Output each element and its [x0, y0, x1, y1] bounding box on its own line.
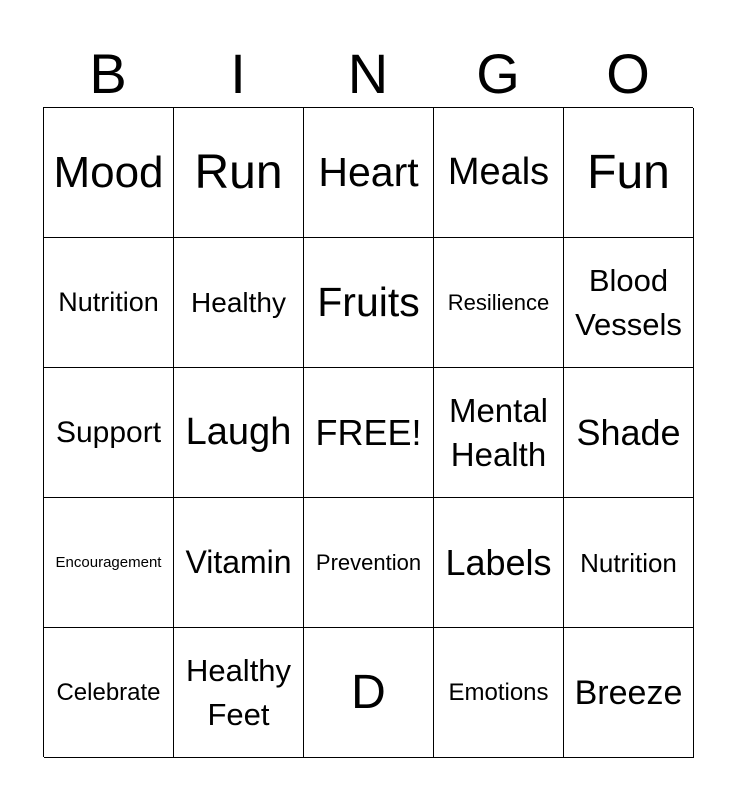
bingo-cell[interactable]	[174, 628, 304, 758]
cell-text: Mood	[53, 147, 164, 197]
bingo-cell[interactable]	[434, 238, 564, 368]
bingo-cell[interactable]	[434, 108, 564, 238]
bingo-cell[interactable]	[174, 368, 304, 498]
bingo-cell[interactable]	[174, 108, 304, 238]
cell-text: Nutrition	[580, 547, 677, 578]
bingo-cell[interactable]	[564, 238, 694, 368]
cell-text: Fruits	[317, 279, 420, 325]
bingo-cell[interactable]	[304, 498, 434, 628]
cell-text: Run	[194, 145, 283, 199]
cell-text: Blood Vessels	[575, 262, 682, 342]
bingo-cell[interactable]	[174, 498, 304, 628]
free-space[interactable]	[304, 368, 434, 498]
cell-text: Heart	[318, 149, 419, 195]
cell-text: FREE!	[315, 411, 422, 453]
cell-text: Celebrate	[56, 678, 161, 706]
cell-text: Healthy Feet	[185, 652, 292, 732]
bingo-cell[interactable]	[564, 628, 694, 758]
cell-text: Mental Health	[448, 391, 549, 473]
bingo-cell[interactable]	[44, 628, 174, 758]
cell-text: Labels	[445, 541, 552, 583]
cell-text: Fun	[587, 145, 670, 199]
cell-text: Support	[55, 415, 162, 449]
bingo-cell[interactable]	[434, 498, 564, 628]
cell-text: Healthy	[191, 286, 286, 318]
cell-text: Breeze	[574, 673, 683, 712]
header-letter-i: I	[230, 42, 246, 105]
bingo-cell[interactable]	[434, 628, 564, 758]
bingo-cell[interactable]	[174, 238, 304, 368]
cell-text: Nutrition	[58, 287, 159, 317]
bingo-cell[interactable]	[44, 368, 174, 498]
cell-text: Encouragement	[55, 553, 162, 571]
bingo-cell[interactable]	[44, 238, 174, 368]
cell-text: Meals	[447, 151, 550, 193]
bingo-cell[interactable]	[564, 498, 694, 628]
cell-text: Prevention	[315, 549, 422, 575]
bingo-cell[interactable]	[564, 108, 694, 238]
bingo-cell[interactable]	[44, 108, 174, 238]
header-letter-o: O	[606, 42, 650, 105]
cell-text: Vitamin	[185, 544, 292, 580]
bingo-cell[interactable]	[44, 498, 174, 628]
cell-text: D	[351, 665, 386, 719]
cell-text: Resilience	[447, 289, 550, 315]
header-letter-n: N	[347, 42, 389, 105]
bingo-cell[interactable]	[434, 368, 564, 498]
bingo-cell[interactable]	[304, 628, 434, 758]
bingo-grid	[43, 107, 693, 757]
cell-text: Laugh	[185, 411, 292, 453]
bingo-cell[interactable]	[304, 238, 434, 368]
bingo-cell[interactable]	[564, 368, 694, 498]
bingo-cell[interactable]	[304, 108, 434, 238]
header-letter-g: G	[476, 42, 520, 105]
cell-text: Shade	[576, 411, 681, 453]
header-letter-b: B	[89, 42, 127, 105]
cell-text: Emotions	[448, 678, 549, 706]
bingo-header	[43, 44, 693, 104]
